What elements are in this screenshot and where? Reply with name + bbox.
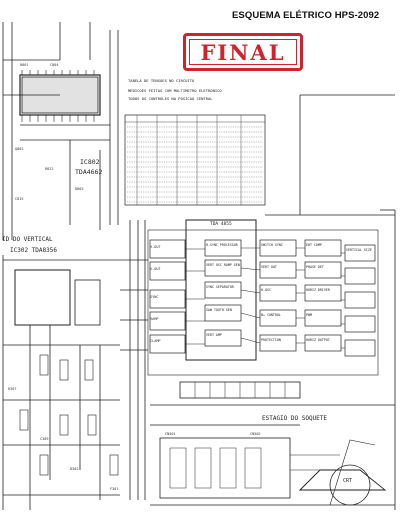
block-vert-size: VERTICAL SIZE (346, 248, 372, 252)
block-h-osc: H-OSC (261, 288, 271, 292)
block-sawtooth: SAW TOOTH GEN (206, 308, 232, 312)
block-sync-sep: SYNC SEPARATOR (206, 285, 234, 289)
block-vert-amp: VERT AMP (206, 333, 222, 337)
svg-text:CN502: CN502 (250, 432, 261, 436)
svg-text:SYNC: SYNC (150, 295, 159, 299)
final-stamp: FINAL (183, 33, 303, 71)
block-h-driver: HORIZ DRIVER (306, 288, 330, 292)
svg-text:D302: D302 (70, 467, 79, 471)
block-h-output: HORIZ OUTPUT (306, 338, 330, 342)
block-phase-det: PHASE DET (306, 265, 324, 269)
block-protection: PROTECTION (261, 338, 281, 342)
svg-text:C309: C309 (40, 437, 49, 441)
ic802-ref-label: IC802 (80, 158, 100, 166)
svg-text:C804: C804 (50, 63, 59, 67)
svg-text:CN501: CN501 (165, 432, 176, 436)
block-vert-osc: VERT OSC RAMP GEN (206, 263, 240, 267)
svg-text:CLAMP: CLAMP (150, 339, 161, 343)
page-title: ESQUEMA ELÉTRICO HPS-2092 (232, 10, 380, 21)
svg-text:Q802: Q802 (15, 147, 24, 151)
svg-text:V-OUT: V-OUT (150, 267, 161, 271)
block-switch-sync: SWITCH SYNC (261, 243, 283, 247)
block-b-plus: B+ CONTROL (261, 313, 281, 317)
socket-stage-label: ESTAGIO DO SOQUETE (262, 415, 328, 422)
table-header-1: TABELA DE TENSOES NO CIRCUITO (128, 78, 195, 83)
table-header-2: MEDICOES FEITAS COM MULTIMETRO ELETRONICO (128, 88, 222, 93)
crt-label: CRT (343, 478, 353, 484)
block-h-sync: H-SYNC PROCESSOR (206, 243, 238, 247)
svg-text:H-OUT: H-OUT (150, 245, 161, 249)
vertical-stage-title: ID DO VERTICAL (2, 236, 53, 243)
table-header-3: TODOS OS CONTROLES NA POSICAO CENTRAL (128, 96, 213, 101)
svg-text:R307: R307 (8, 387, 17, 391)
block-eht: EHT COMP (306, 243, 322, 247)
svg-text:R822: R822 (45, 167, 54, 171)
svg-text:F301: F301 (110, 487, 119, 491)
svg-text:RAMP: RAMP (150, 317, 159, 321)
svg-text:D803: D803 (75, 187, 84, 191)
main-ic-label: TDA 4855 (210, 222, 232, 227)
svg-text:R801: R801 (20, 63, 29, 67)
block-pwm: PWM (306, 313, 312, 317)
svg-text:C815: C815 (15, 197, 24, 201)
block-vert-out: VERT OUT (261, 265, 277, 269)
vertical-ic-label: IC302 TDA8356 (10, 247, 57, 254)
ic802-part-label: TDA4662 (75, 168, 103, 176)
